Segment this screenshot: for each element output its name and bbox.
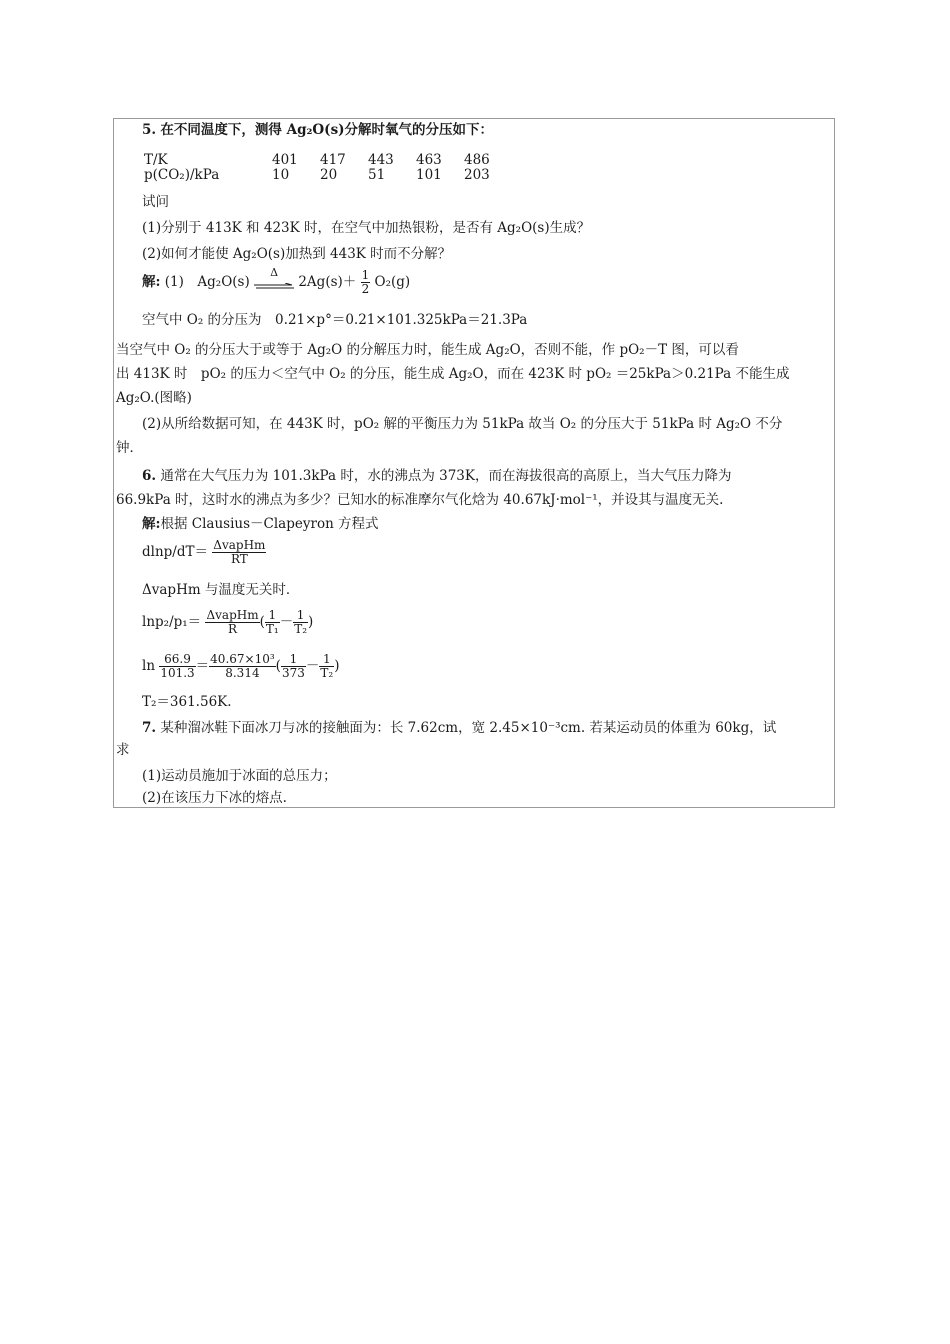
q6-solution-intro	[142, 515, 828, 533]
q7-sub2: (2)在该压力下冰的熔点.	[142, 790, 287, 806]
solution-label: 解:	[142, 516, 161, 532]
fraction-half: $\frac{1}{2}$	[361, 268, 370, 296]
table-cell: 203	[464, 167, 490, 183]
fraction: $\frac{\text{40.67×10³}}{8.314}$	[210, 652, 275, 680]
q5-para2-line1: (2)从所给数据可知，在 443K 时，pO₂ 解的平衡压力为 51kPa 故当 O₂ 的分压大于 51kPa 时 Ag₂O 不分	[142, 416, 783, 432]
fraction: $\frac{1}{\text{T₂}}$	[320, 652, 334, 680]
q7-title-line2: 求	[116, 742, 130, 758]
fraction: $\frac{1}{373}$	[281, 652, 305, 680]
document-page	[113, 118, 835, 808]
equation-prefix: (1) Ag₂O(s)	[164, 274, 250, 290]
table-row	[144, 153, 512, 168]
fraction: $\frac{66.9}{101.3}$	[160, 652, 195, 680]
equilibrium-arrow-icon	[254, 283, 294, 290]
fraction: $\frac{\text{ΔvapHm}}{RT}$	[213, 538, 266, 566]
q5-data-table	[144, 153, 512, 183]
table-cell: 10	[272, 167, 290, 183]
fraction: $\frac{1}{\text{T₁}}$	[265, 608, 279, 636]
table-row-header: p(CO₂)/kPa	[144, 167, 220, 183]
solution-text: 根据 Clausius－Clapeyron 方程式	[160, 516, 379, 532]
table-cell: 101	[416, 167, 442, 183]
equation-left: dlnp/dT＝	[142, 544, 208, 560]
reaction-arrow	[254, 267, 294, 294]
q5-title	[142, 121, 828, 139]
equation-rhs-1: 2Ag(s)＋	[298, 274, 357, 290]
q5-number: 5.	[142, 122, 157, 138]
equation-rhs-2: O₂(g)	[374, 274, 411, 290]
q5-sub1: (1)分别于 413K 和 423K 时，在空气中加热银粉，是否有 Ag₂O(s)生成？	[142, 220, 591, 236]
table-cell: 443	[368, 152, 394, 168]
q6-title-line2: 66.9kPa 时，这时水的沸点为多少？已知水的标准摩尔气化焓为 40.67kJ·mol⁻¹，并设其与温度无关.	[116, 492, 724, 508]
q7-sub1: (1)运动员施加于冰面的总压力；	[142, 768, 337, 784]
q6-equation-1	[142, 539, 266, 566]
q5-air-partial-pressure: 空气中 O₂ 的分压为 0.21×p°＝0.21×101.325kPa＝21.3Pa	[142, 312, 528, 328]
q6-title-line1	[142, 467, 828, 485]
fraction: $\frac{1}{\text{T₂}}$	[294, 608, 308, 636]
q6-equation-2: lnp₂/p₁＝ $\frac{\text{ΔvapHm}}{R}$ ( $\frac{1}{\text{T₁}}$ － $\frac{1}{\text{T₂}}$ )	[142, 608, 314, 636]
q5-para1-line2: 出 413K 时 pO₂ 的压力＜空气中 O₂ 的分压，能生成 Ag₂O，而在 423K 时 pO₂ ＝25kPa＞0.21Pa 不能生成	[116, 366, 790, 382]
heat-symbol: Δ	[270, 266, 279, 279]
q5-ask: 试问	[142, 194, 169, 210]
q7-title-text: 某种溜冰鞋下面冰刀与冰的接触面为：长 7.62cm，宽 2.45×10⁻³cm. 若某运动员的体重为 60kg，试	[160, 720, 777, 736]
q6-equation-3: ln $\frac{66.9}{101.3}$ ＝ $\frac{\text{40.67×10³}}{8.314}$ ( $\frac{1}{373}$ － $\frac{1}{\text{T₂}}$ )	[142, 652, 340, 680]
table-cell: 401	[272, 152, 298, 168]
fraction: $\frac{\text{ΔvapHm}}{R}$	[206, 608, 259, 636]
table-cell: 417	[320, 152, 346, 168]
q6-title-text: 通常在大气压力为 101.3kPa 时，水的沸点为 373K，而在海拔很高的高原上，当大气压力降为	[160, 468, 732, 484]
q5-sub2: (2)如何才能使 Ag₂O(s)加热到 443K 时而不分解？	[142, 246, 452, 262]
q6-number: 6.	[142, 468, 157, 484]
table-cell: 20	[320, 167, 338, 183]
solution-label: 解:	[142, 274, 161, 290]
table-row-header: T/K	[144, 152, 168, 168]
q6-condition: ΔvapHm 与温度无关时．	[142, 582, 300, 598]
equation-left: ln	[142, 658, 156, 674]
q5-solution-equation	[142, 266, 411, 296]
q7-number: 7.	[142, 720, 157, 736]
table-cell: 51	[368, 167, 386, 183]
table-cell: 463	[416, 152, 442, 168]
q6-result: T₂＝361.56K.	[142, 694, 232, 710]
q7-title-line1	[142, 719, 828, 737]
equation-left: lnp₂/p₁＝	[142, 614, 202, 630]
q5-para2-line2: 钟．	[116, 440, 143, 456]
q5-para1-line3: Ag₂O.(图略)	[116, 390, 192, 406]
table-cell: 486	[464, 152, 490, 168]
q5-title-text: 在不同温度下，测得 Ag₂O(s)分解时氧气的分压如下：	[160, 122, 494, 138]
table-row	[144, 168, 512, 183]
q5-para1-line1: 当空气中 O₂ 的分压大于或等于 Ag₂O 的分解压力时，能生成 Ag₂O，否则不能，作 pO₂－T 图，可以看	[116, 342, 739, 358]
